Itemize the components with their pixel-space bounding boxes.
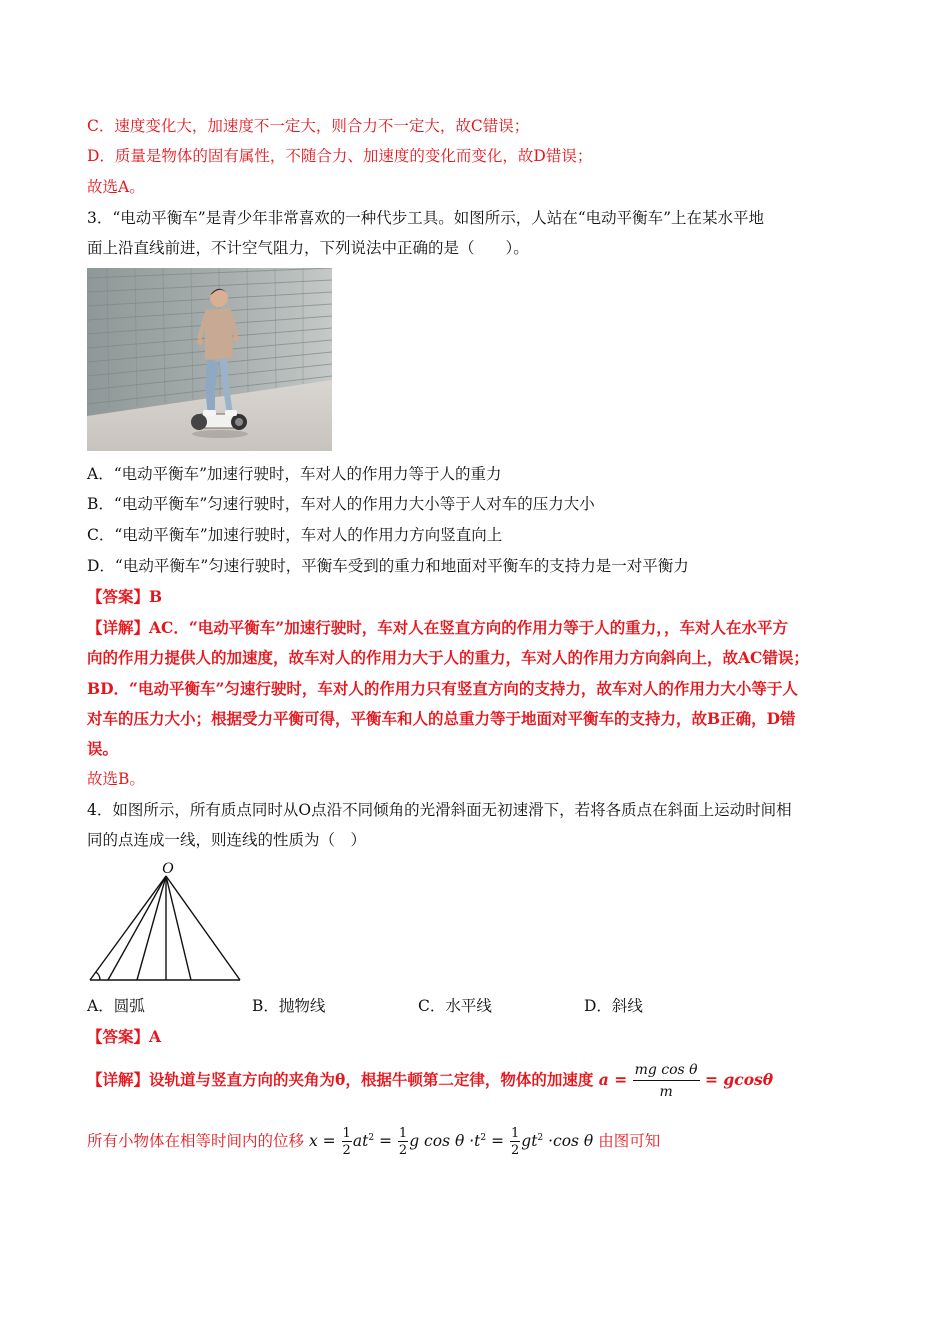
square-1: 2 [368,1133,375,1143]
q3-option-a: A．“电动平衡车”加速行驶时，车对人的作用力等于人的重力 [87,465,502,483]
q4-detail-1-text: 【详解】设轨道与竖直方向的夹角为θ，根据牛顿第二定律，物体的加速度 [87,1070,594,1089]
half-numerator: 1 [342,1126,351,1142]
acceleration-fraction [633,1062,700,1100]
incline-line [166,876,240,980]
q4-option-b: B．抛物线 [252,997,326,1015]
half-fraction [510,1126,520,1158]
half-fraction [342,1126,352,1158]
term-gcos-t: g cos θ ·t [409,1132,481,1151]
half-denominator: 2 [510,1143,520,1159]
half-numerator: 1 [510,1126,520,1142]
q3-detail-line-3: BD．“电动平衡车”匀速行驶时，车对人的作用力只有竖直方向的支持力，故车对人的作用力大小等于人 [87,679,798,698]
q3-stem-line-1: 3．“电动平衡车”是青少年非常喜欢的一种代步工具。如图所示，人站在“电动平衡车”上在某水平地 [87,209,765,227]
q3-detail-line-1: 【详解】AC．“电动平衡车”加速行驶时，车对人在竖直方向的作用力等于人的重力，，车对人在水平方 [87,618,788,637]
half-denominator: 2 [342,1143,351,1159]
q4-answer: 【答案】A [87,1027,162,1046]
q3-stem-line-2: 面上沿直线前进，不计空气阻力，下列说法中正确的是（ ）。 [87,239,529,257]
incline-diagram [86,858,246,984]
term-cos: ·cos θ [548,1132,594,1151]
q3-detail-line-2: 向的作用力提供人的加速度，故车对人的作用力大于人的重力，车对人的作用力方向斜向上，故AC错误； [87,648,809,667]
point-o-label: O [162,860,174,877]
square-3: 2 [537,1133,544,1143]
q3-option-b: B．“电动平衡车”匀速行驶时，车对人的作用力大小等于人对车的压力大小 [87,495,595,513]
prev-answer-line-d: D．质量是物体的固有属性，不随合力、加速度的变化而变化，故D错误； [87,147,593,165]
q4-detail-2-text: 所有小物体在相等时间内的位移 [87,1132,305,1151]
balance-scooter-photo [87,268,332,451]
displacement-symbol: x = [308,1132,336,1151]
q3-answer: 【答案】B [87,587,163,606]
incline-line [90,876,166,980]
q4-option-c: C．水平线 [418,997,492,1015]
equals-2: = [491,1132,505,1151]
equals-1: = [378,1132,392,1151]
q4-detail-line-1 [87,1060,773,1100]
square-2: 2 [480,1133,487,1143]
term-gt: gt [521,1132,538,1151]
half-denominator: 2 [398,1143,408,1159]
incline-line [137,876,166,980]
q4-option-a: A．圆弧 [87,997,145,1015]
balance-scooter-illustration [87,268,332,451]
fraction-denominator: m [659,1084,673,1100]
angle-arc [96,972,100,980]
q3-option-c: C．“电动平衡车”加速行驶时，车对人的作用力方向竖直向上 [87,526,503,544]
q3-option-d: D．“电动平衡车”匀速行驶时，平衡车受到的重力和地面对平衡车的支持力是一对平衡力 [87,557,689,575]
acceleration-result: = gcosθ [705,1070,774,1089]
fraction-numerator: mg cos θ [633,1062,700,1081]
q4-detail-2-tail: 由图可知 [598,1132,661,1151]
q3-detail-line-4: 对车的压力大小；根据受力平衡可得，平衡车和人的总重力等于地面对平衡车的支持力，故B正确，D错 [87,709,796,728]
acceleration-symbol: a = [598,1070,628,1089]
half-fraction [398,1126,408,1158]
prev-answer-choose: 故选A。 [87,178,145,196]
half-numerator: 1 [398,1126,408,1142]
incline-line [108,876,166,980]
q4-detail-line-2 [87,1118,660,1158]
q4-stem-line-2: 同的点连成一线，则连线的性质为（ ） [87,831,367,849]
prev-answer-line-c: C．速度变化大，加速度不一定大，则合力不一定大，故C错误； [87,117,530,135]
q3-choose: 故选B。 [87,770,145,788]
incline-line [166,876,191,980]
q4-stem-line-1: 4．如图所示，所有质点同时从O点沿不同倾角的光滑斜面无初速滑下，若将各质点在斜面上运动时间相 [87,801,792,819]
q4-option-d: D．斜线 [584,997,643,1015]
q3-detail-line-5: 误。 [87,739,119,758]
term-at: at [352,1132,369,1151]
